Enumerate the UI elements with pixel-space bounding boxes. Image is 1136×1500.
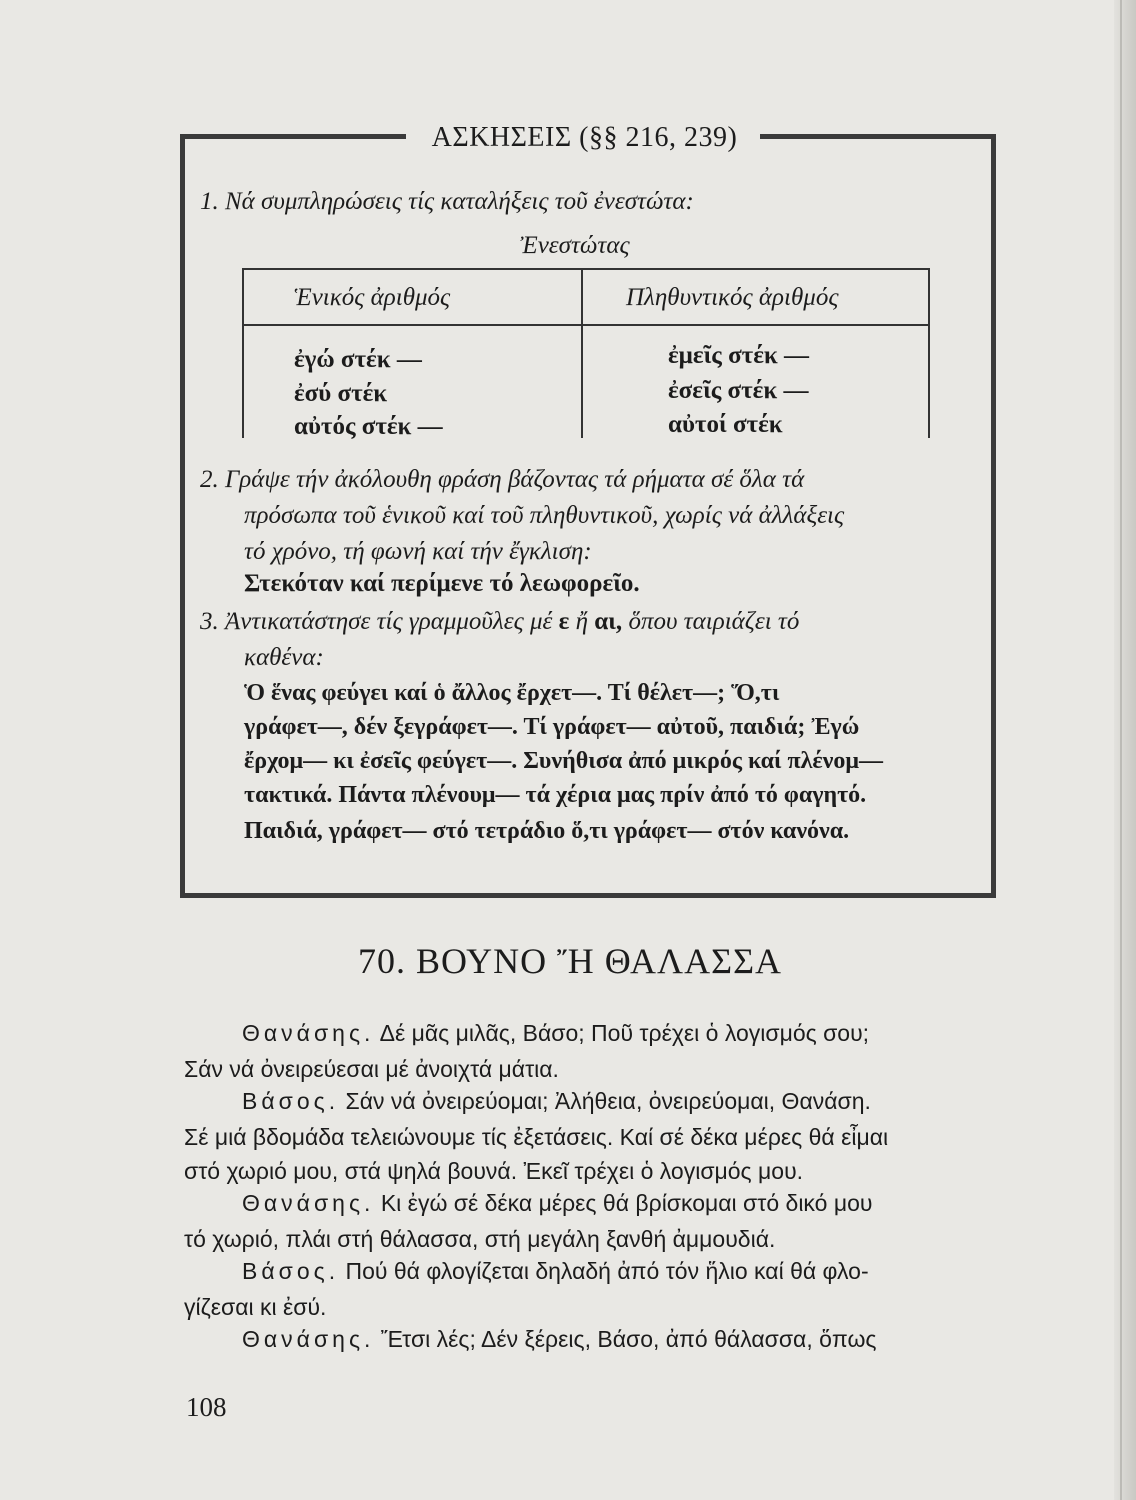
dialogue-text: Σάν νά ὀνειρεύομαι; Ἀλήθεια, ὀνειρεύομαι, Θανάση. [345, 1088, 871, 1114]
exercise-3-prompt [200, 608, 799, 636]
page-number: 108 [186, 1392, 227, 1422]
option-ai: αι, [594, 608, 623, 635]
dialogue-text: Κι ἐγώ σέ δέκα μέρες θά βρίσκομαι στό δικό μου [380, 1190, 873, 1216]
dialogue-line-5 [184, 1158, 803, 1185]
or-word: ἤ [575, 608, 588, 635]
dialogue-line-2 [184, 1056, 559, 1083]
speaker: Βάσος. [242, 1088, 340, 1114]
singular-row-3: αὐτός στέκ — [294, 413, 443, 440]
exercise-3-line-2: γράφετ—, δέν ξεγράφετ—. Τί γράφετ— αὐτοῦ, παιδιά; Ἐγώ [244, 714, 860, 740]
exercise-2-line-2: πρόσωπα τοῦ ἑνικοῦ καί τοῦ πληθυντικοῦ, χωρίς νά ἀλλάξεις [244, 502, 845, 529]
page-edge [1114, 0, 1136, 1500]
exercises-title: ΑΣΚΗΣΕΙΣ (§§ 216, 239) [431, 122, 738, 153]
exercise-2-sentence: Στεκόταν καί περίμενε τό λεωφορεῖο. [244, 570, 640, 597]
conjugation-table [242, 268, 930, 438]
exercise-1-prompt: 1. Νά συμπληρώσεις τίς καταλήξεις τοῦ ἐνεστώτα: [200, 188, 694, 215]
dialogue-line-10 [242, 1326, 877, 1353]
dialogue-text: στό χωριό μου, στά ψηλά βουνά. Ἐκεῖ τρέχει ὁ λογισμός μου. [184, 1158, 804, 1184]
dialogue-text: Δέ μᾶς μιλᾶς, Βάσο; Ποῦ τρέχει ὁ λογισμός σου; [379, 1020, 870, 1046]
table-column-divider [581, 270, 583, 438]
exercise-3-prompt-a: 3. Ἀντικατάστησε τίς γραμμοῦλες μέ [200, 608, 553, 635]
exercise-2-line-3: τό χρόνο, τή φωνή καί τήν ἔγκλιση: [244, 538, 592, 565]
speaker: Θανάσης. [242, 1020, 375, 1046]
singular-row-1: ἐγώ στέκ — [294, 346, 422, 373]
plural-header: Πληθυντικός ἀριθμός [626, 284, 839, 311]
dialogue-line-9 [184, 1294, 326, 1321]
plural-row-1: ἐμεῖς στέκ — [668, 342, 810, 369]
dialogue-line-6 [242, 1190, 872, 1217]
exercise-3-prompt-b: ὅπου ταιριάζει τό [628, 608, 800, 635]
dialogue-line-7 [184, 1226, 775, 1253]
table-caption: Ἐνεστώτας [520, 232, 630, 259]
speaker: Βάσος. [242, 1258, 340, 1284]
dialogue-text: Σάν νά ὀνειρεύεσαι μέ ἀνοιχτά μάτια. [184, 1056, 559, 1082]
exercise-2-line-1: 2. Γράψε τήν ἀκόλουθη φράση βάζοντας τά ρήματα σέ ὅλα τά [200, 466, 805, 493]
exercise-3-prompt-c: καθένα: [244, 644, 324, 671]
dialogue-line-3 [242, 1088, 871, 1115]
dialogue-text: τό χωριό, πλάι στή θάλασσα, στή μεγάλη ξανθή ἀμμουδιά. [184, 1226, 776, 1252]
exercise-3-line-4: τακτικά. Πάντα πλένουμ— τά χέρια μας πρίν ἀπό τό φαγητό. [244, 782, 867, 808]
exercise-3-line-1: Ὁ ἕνας φεύγει καί ὁ ἄλλος ἔρχετ—. Τί θέλετ—; Ὅ,τι [244, 680, 780, 706]
table-header-divider [244, 324, 928, 326]
dialogue-line-8 [242, 1258, 869, 1285]
dialogue-text: Ἔτσι λές; Δέν ξέρεις, Βάσο, ἀπό θάλασσα, ὅπως [380, 1326, 877, 1352]
singular-header: Ἑνικός ἀριθμός [294, 284, 451, 311]
plural-row-2: ἐσεῖς στέκ — [668, 377, 809, 404]
dialogue-line-4 [184, 1124, 888, 1151]
lesson-title: 70. ΒΟΥΝΟ Ἤ ΘΑΛΑΣΣΑ [357, 941, 783, 981]
singular-row-2: ἐσύ στέκ [294, 380, 388, 407]
dialogue-text: γίζεσαι κι ἐσύ. [184, 1294, 327, 1320]
option-e: ε [558, 608, 570, 635]
dialogue-text: Σέ μιά βδομάδα τελειώνουμε τίς ἐξετάσεις. Καί σέ δέκα μέρες θά εἶμαι [184, 1124, 889, 1150]
speaker: Θανάσης. [242, 1326, 375, 1352]
exercise-3-line-5: Παιδιά, γράφετ— στό τετράδιο ὅ,τι γράφετ— στόν κανόνα. [244, 818, 850, 844]
speaker: Θανάσης. [242, 1190, 375, 1216]
dialogue-text: Πού θά φλογίζεται δηλαδή ἀπό τόν ἥλιο καί θά φλο- [345, 1258, 869, 1284]
plural-row-3: αὐτοί στέκ [668, 411, 783, 438]
exercise-3-line-3: ἔρχομ— κι ἐσεῖς φεύγετ—. Συνήθισα ἀπό μικρός καί πλένομ— [244, 748, 884, 774]
dialogue-line-1 [242, 1020, 869, 1047]
